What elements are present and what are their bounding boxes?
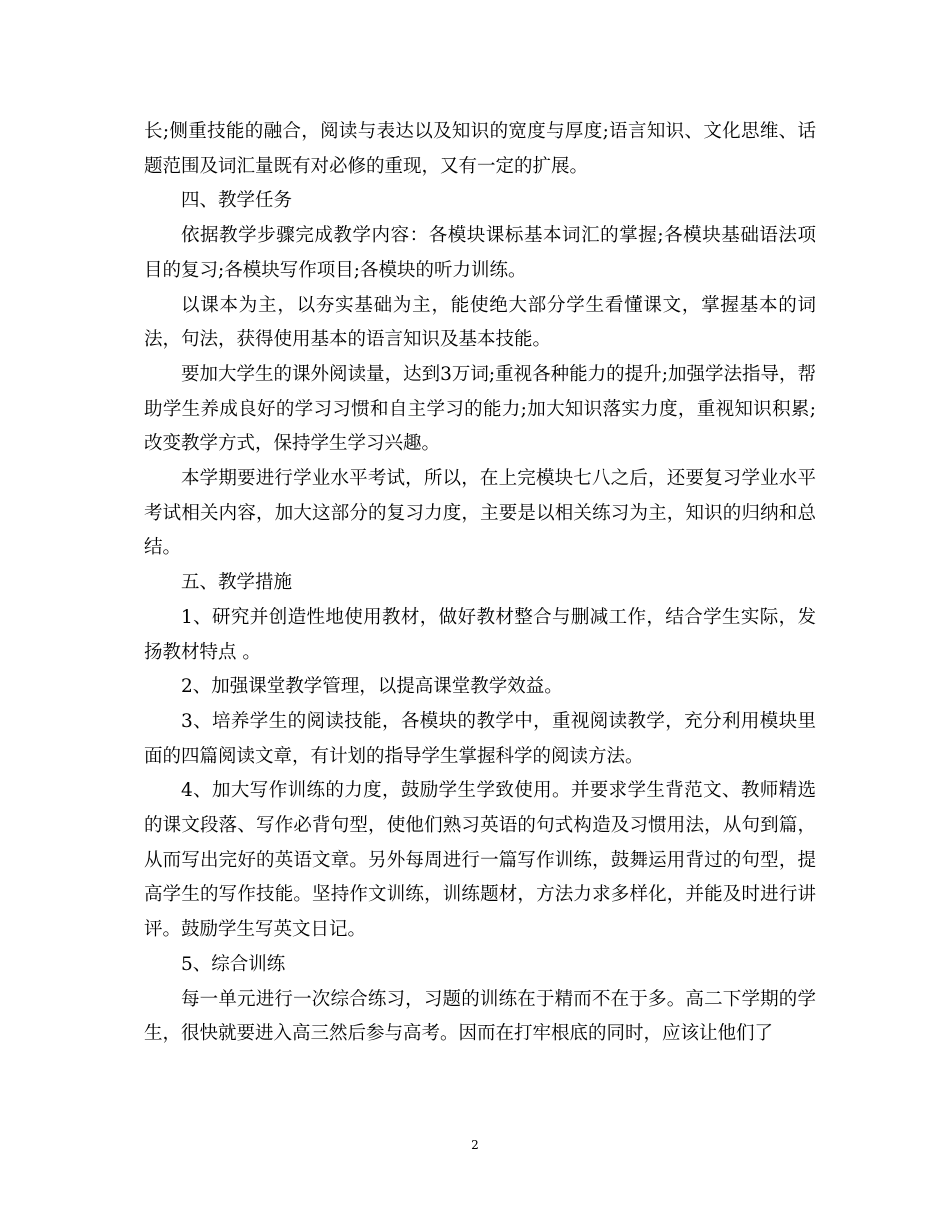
- paragraph-task-content: 依据教学步骤完成教学内容：各模块课标基本词汇的掌握;各模块基础语法项目的复习;各模块写作项目;各模块的听力训练。: [144, 225, 816, 281]
- paragraph-measure-5-heading: 5、综合训练: [181, 953, 286, 975]
- paragraph-measure-4: 4、加大写作训练的力度，鼓励学生学致使用。并要求学生背范文、教师精选的课文段落、写作必背句型，使他们熟习英语的句式构造及习惯用法，从句到篇，从而写出完好的英语文章。另外每周进行一篇写作训练，鼓舞运用背过的句型，提高学生的写作技能。坚持作文训练，训练题材，方法力求多样化，并能及时进行讲评。鼓励学生写英文日记。: [144, 780, 816, 941]
- section-heading-teaching-measures: 五、教学措施: [181, 572, 293, 594]
- paragraph-measure-3: 3、培养学生的阅读技能，各模块的教学中，重视阅读教学，充分利用模块里面的四篇阅读文章，有计划的指导学生掌握科学的阅读方法。: [144, 710, 816, 767]
- page-number: 2: [471, 1138, 479, 1152]
- paragraph-measure-2: 2、加强课堂教学管理，以提高课堂教学效益。: [181, 676, 563, 698]
- paragraph-measure-1: 1、研究并创造性地使用教材，做好教材整合与删减工作，结合学生实际，发扬教材特点 。: [144, 606, 816, 663]
- paragraph-continuation: 长;侧重技能的融合，阅读与表达以及知识的宽度与厚度;语言知识、文化思维、话题范围及词汇量既有对必修的重现，又有一定的扩展。: [144, 121, 816, 177]
- page-body: [144, 115, 816, 1052]
- section-heading-teaching-tasks: 四、教学任务: [181, 190, 293, 212]
- paragraph-task-textbook: 以课本为主，以夯实基础为主，能使绝大部分学生看懂课文，掌握基本的词法，句法，获得使用基本的语言知识及基本技能。: [144, 294, 816, 351]
- paragraph-task-reading: 要加大学生的课外阅读量，达到3万词;重视各种能力的提升;加强学法指导，帮助学生养成良好的学习习惯和自主学习的能力;加大知识落实力度，重视知识积累;改变教学方式，保持学生学习兴趣。: [144, 363, 816, 455]
- paragraph-measure-5-body: 每一单元进行一次综合练习，习题的训练在于精而不在于多。高二下学期的学生，很快就要进入高三然后参与高考。因而在打牢根底的同时，应该让他们了: [144, 988, 816, 1045]
- paragraph-task-exam: 本学期要进行学业水平考试，所以，在上完模块七八之后，还要复习学业水平考试相关内容，加大这部分的复习力度，主要是以相关练习为主，知识的归纳和总结。: [144, 468, 816, 559]
